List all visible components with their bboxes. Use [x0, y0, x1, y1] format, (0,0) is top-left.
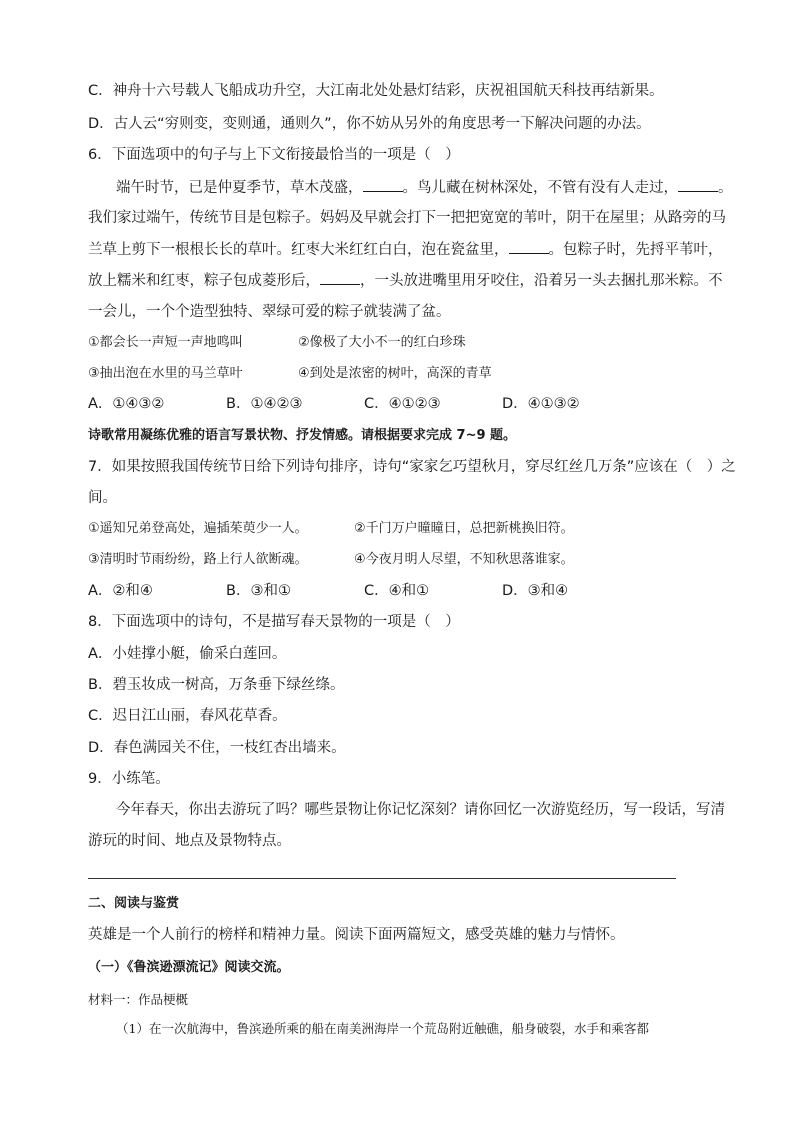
q8-stem: 8．下面选项中的诗句，不是描写春天景物的一项是（ ） — [88, 614, 460, 630]
q6-option-c: C．④①②③ — [364, 396, 441, 412]
q6-sentence-3: ③抽出泡在水里的马兰草叶 — [88, 366, 243, 381]
q6-passage-line2: 我们家过端午，传统节目是包粽子。妈妈及早就会打下一把把宽宽的苇叶，阴干在屋里；从路旁的马 — [88, 210, 726, 226]
q9-stem: 9．小练笔。 — [88, 771, 170, 787]
q6-stem: 6．下面选项中的句子与上下文衔接最恰当的一项是（ ） — [88, 147, 460, 163]
q7-option-d: D．③和④ — [502, 583, 569, 599]
section-heading: 二、阅读与鉴赏 — [88, 896, 180, 911]
section-intro: 英雄是一个人前行的榜样和精神力量。阅读下面两篇短文，感受英雄的魅力与情怀。 — [88, 927, 625, 943]
q5-option-d: D．古人云“穷则变，变则通，通则久”，你不妨从另外的角度思考一下解决问题的办法。 — [88, 116, 651, 132]
q7-poem-2: ②千门万户曈曈日，总把新桃换旧符。 — [354, 521, 574, 536]
answer-blank — [320, 270, 360, 285]
material-paragraph: （1）在一次航海中，鲁滨逊所乘的船在南美洲海岸一个荒岛附近触礁，船身破裂，水手和乘客都 — [116, 1021, 649, 1036]
q9-prompt-line1: 今年春天，你出去游玩了吗？哪些景物让你记忆深刻？请你回忆一次游览经历，写一段话，写清 — [116, 802, 725, 818]
answer-blank — [509, 239, 549, 254]
material-label: 材料一：作品梗概 — [88, 992, 189, 1007]
q7-poem-1: ①遥知兄弟登高处，遍插茱萸少一人。 — [88, 521, 308, 536]
reading-subheading: （一）《鲁滨逊漂流记》阅读交流。 — [88, 960, 290, 975]
answer-line[interactable] — [88, 878, 676, 879]
q6-passage-line4: 放上糯米和红枣，粽子包成菱形后， ，一头放进嘴里用牙咬住，沿着另一头去捆扎那米粽。不 — [88, 270, 723, 291]
q7-poem-4: ④今夜月明人尽望，不知秋思落谁家。 — [354, 552, 574, 567]
q7-option-b: B．③和① — [226, 583, 291, 599]
q6-option-b: B．①④②③ — [226, 396, 303, 412]
q8-option-a: A．小娃撑小艇，偷采白莲回。 — [88, 646, 287, 662]
q6-option-d: D．④①③② — [502, 396, 580, 412]
q7-option-c: C．④和① — [364, 583, 430, 599]
q6-sentence-2: ②像极了大小不一的红白珍珠 — [298, 335, 466, 350]
q8-option-b: B．碧玉妆成一树高，万条垂下绿丝绦。 — [88, 677, 345, 693]
q6-sentence-4: ④到处是浓密的树叶，高深的青草 — [298, 366, 492, 381]
q7-poem-3: ③清明时节雨纷纷，路上行人欲断魂。 — [88, 552, 308, 567]
answer-blank — [363, 177, 403, 192]
q7-stem-line1: 7．如果按照我国传统节日给下列诗句排序，诗句“家家乞巧望秋月，穿尽红丝几万条”应该在（ ）之 — [88, 459, 736, 475]
q6-passage-line3: 兰草上剪下一根根长长的草叶。红枣大米红红白白，泡在瓷盆里， 。包粽子时，先捋平苇叶， — [88, 239, 723, 260]
q6-passage-line5: 一会儿，一个个造型独特、翠绿可爱的粽子就装满了盆。 — [88, 304, 451, 320]
q5-option-c: C．神舟十六号载人飞船成功升空，大江南北处处悬灯结彩，庆祝祖国航天科技再结新果。 — [88, 83, 664, 99]
q8-option-c: C．迟日江山丽，春风花草香。 — [88, 708, 287, 724]
q7-option-a: A．②和④ — [88, 583, 153, 599]
q6-option-a: A．①④③② — [88, 396, 165, 412]
q6-passage-line1: 端午时节，已是仲夏季节，草木茂盛， 。鸟儿藏在树林深处，不管有没有人走过， 。 — [116, 177, 733, 198]
q6-sentence-1: ①都会长一声短一声地鸣叫 — [88, 335, 243, 350]
q7-stem-line2: 间。 — [88, 490, 117, 506]
poetry-intro: 诗歌常用凝练优雅的语言写景状物、抒发情感。请根据要求完成 7~9 题。 — [88, 428, 517, 443]
q9-prompt-line2: 游玩的时间、地点及景物特点。 — [88, 833, 291, 849]
q8-option-d: D．春色满园关不住，一枝红杏出墙来。 — [88, 740, 346, 756]
answer-blank — [678, 177, 718, 192]
